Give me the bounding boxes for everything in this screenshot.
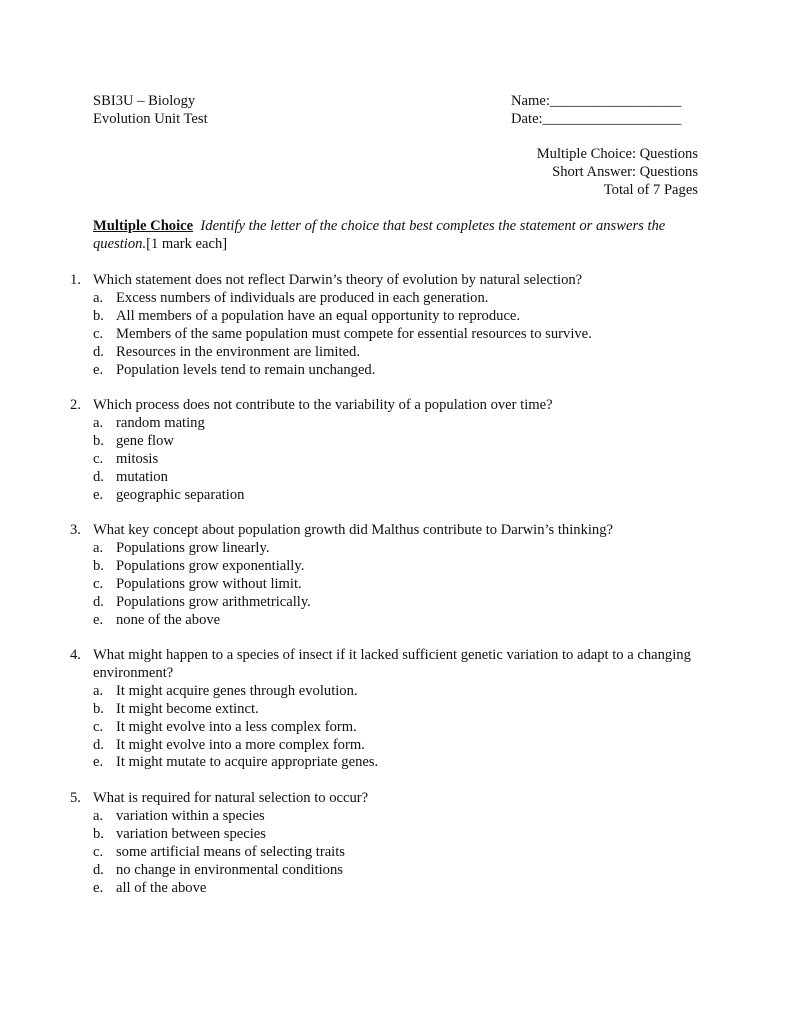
- question-stem: [70, 522, 710, 540]
- question-2: [70, 397, 710, 504]
- question-number: 2.: [70, 397, 81, 413]
- answer-choice: [70, 576, 710, 594]
- choice-letter: b.: [93, 825, 104, 842]
- choice-letter: b.: [93, 307, 104, 324]
- choice-text: Populations grow without limit.: [116, 575, 302, 592]
- answer-choice: [70, 540, 710, 558]
- choice-letter: a.: [93, 414, 104, 431]
- question-4: [70, 647, 710, 772]
- choice-letter: d.: [93, 343, 104, 360]
- choice-text: none of the above: [116, 611, 221, 628]
- choice-letter: d.: [93, 736, 104, 753]
- header-right: [511, 93, 681, 129]
- question-1: [70, 272, 710, 379]
- section-marks: [1 mark each]: [146, 235, 228, 252]
- question-text: What is required for natural selection to occur?: [93, 790, 369, 806]
- choice-text: All members of a population have an equal opportunity to reproduce.: [116, 307, 521, 324]
- answer-choice: [70, 415, 710, 433]
- question-stem: [70, 647, 710, 683]
- choice-letter: d.: [93, 593, 104, 610]
- test-title: Evolution Unit Test: [93, 110, 208, 127]
- choice-text: all of the above: [116, 879, 207, 896]
- question-number: 3.: [70, 522, 81, 538]
- choice-letter: a.: [93, 289, 104, 306]
- choice-letter: a.: [93, 539, 104, 556]
- choice-text: mutation: [116, 468, 168, 485]
- question-text: What key concept about population growth did Malthus contribute to Darwin’s thinking?: [93, 522, 614, 538]
- answer-choice: [70, 880, 710, 898]
- answer-choice: [70, 451, 710, 469]
- choice-letter: b.: [93, 700, 104, 717]
- mc-count-label: Multiple Choice:: [536, 146, 636, 162]
- choice-text: Resources in the environment are limited.: [116, 343, 360, 360]
- choice-letter: d.: [93, 468, 104, 485]
- choice-letter: d.: [93, 861, 104, 878]
- answer-choice: [70, 754, 710, 772]
- choice-letter: b.: [93, 557, 104, 574]
- question-stem: [70, 272, 710, 290]
- choice-letter: c.: [93, 718, 104, 735]
- question-counts: [460, 146, 698, 200]
- answer-choice: [70, 737, 710, 755]
- answer-choice: [70, 683, 710, 701]
- choice-text: variation within a species: [116, 807, 265, 824]
- choice-letter: e.: [93, 879, 104, 896]
- sa-count-label: Short Answer:: [552, 163, 636, 180]
- answer-choice: [70, 594, 710, 612]
- choice-letter: c.: [93, 843, 104, 860]
- choice-text: It might mutate to acquire appropriate genes.: [116, 754, 379, 771]
- question-number: 5.: [70, 790, 81, 806]
- answer-choice: [70, 362, 710, 380]
- answer-choice: [70, 862, 710, 880]
- question-text: What might happen to a species of insect if it lacked sufficient genetic variation to adapt to a changing environment?: [93, 647, 691, 681]
- mc-count-value: Questions: [639, 146, 698, 162]
- header-left: [93, 93, 208, 129]
- section-intro: [93, 218, 703, 254]
- question-number: 1.: [70, 272, 81, 288]
- choice-text: random mating: [116, 414, 205, 431]
- choice-letter: e.: [93, 611, 104, 628]
- choice-text: variation between species: [116, 825, 266, 842]
- answer-choice: [70, 326, 710, 344]
- choice-text: geographic separation: [116, 486, 245, 503]
- question-stem: [70, 397, 710, 415]
- choice-letter: c.: [93, 450, 104, 467]
- name-field: Name:__________________: [511, 93, 682, 109]
- answer-choice: [70, 701, 710, 719]
- answer-choice: [70, 433, 710, 451]
- section-instruction: Identify the letter of the choice that best completes the statement or answers the question.: [93, 218, 666, 252]
- choice-text: Populations grow linearly.: [116, 539, 270, 556]
- answer-choice: [70, 844, 710, 862]
- question-text: Which process does not contribute to the variability of a population over time?: [93, 397, 553, 413]
- choice-text: Populations grow exponentially.: [116, 557, 305, 574]
- choice-letter: e.: [93, 361, 104, 378]
- answer-choice: [70, 719, 710, 737]
- choice-letter: e.: [93, 754, 104, 771]
- answer-choice: [70, 469, 710, 487]
- choice-text: Population levels tend to remain unchanged.: [116, 361, 376, 378]
- choice-letter: e.: [93, 486, 104, 503]
- mc-count-row: [460, 146, 698, 164]
- total-pages: Total of 7 Pages: [603, 181, 698, 198]
- answer-choice: [70, 826, 710, 844]
- answer-choice: [70, 612, 710, 630]
- date-field: Date:___________________: [511, 110, 682, 127]
- choice-letter: a.: [93, 682, 104, 699]
- choice-text: some artificial means of selecting traits: [116, 843, 345, 860]
- answer-choice: [70, 558, 710, 576]
- question-3: [70, 522, 710, 629]
- choice-text: Populations grow arithmetrically.: [116, 593, 311, 610]
- answer-choice: [70, 344, 710, 362]
- choice-text: It might evolve into a less complex form.: [116, 718, 357, 735]
- question-text: Which statement does not reflect Darwin’s theory of evolution by natural selection?: [93, 272, 583, 288]
- sa-count-row: [460, 164, 698, 182]
- answer-choice: [70, 308, 710, 326]
- answer-choice: [70, 487, 710, 505]
- choice-letter: c.: [93, 575, 104, 592]
- choice-text: gene flow: [116, 432, 174, 449]
- answer-choice: [70, 290, 710, 308]
- question-stem: [70, 790, 710, 808]
- choice-text: It might become extinct.: [116, 700, 259, 717]
- choice-text: Members of the same population must compete for essential resources to survive.: [116, 325, 592, 342]
- choice-text: mitosis: [116, 450, 159, 467]
- choice-text: no change in environmental conditions: [116, 861, 343, 878]
- choice-text: It might acquire genes through evolution.: [116, 682, 358, 699]
- choice-text: Excess numbers of individuals are produced in each generation.: [116, 289, 489, 306]
- question-number: 4.: [70, 647, 81, 663]
- choice-text: It might evolve into a more complex form.: [116, 736, 365, 753]
- choice-letter: b.: [93, 432, 104, 449]
- answer-choice: [70, 808, 710, 826]
- question-5: [70, 790, 710, 897]
- section-title: Multiple Choice: [93, 218, 194, 234]
- course-title: SBI3U – Biology: [93, 93, 196, 109]
- choice-letter: c.: [93, 325, 104, 342]
- choice-letter: a.: [93, 807, 104, 824]
- sa-count-value: Questions: [639, 163, 698, 180]
